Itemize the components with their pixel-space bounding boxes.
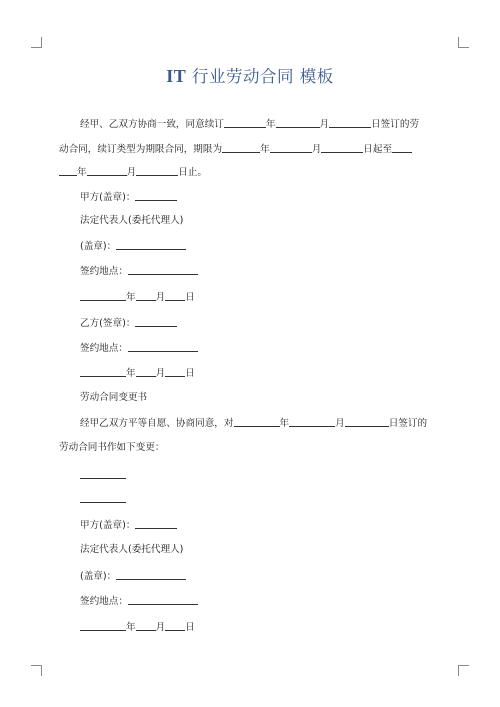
title-main: 行业劳动合同 模板 [192,67,334,86]
blank [329,117,371,128]
change-line-2: 劳动合同书作如下变更： [59,442,165,453]
party-a-date-line: 年 月 日 [80,290,195,305]
blank [80,290,126,301]
change-blank-line [80,468,126,483]
blank [80,492,126,503]
blank [136,366,156,377]
change-agreement-heading: 劳动合同变更书 [80,392,148,403]
crop-mark-top-left [31,37,42,48]
crop-mark-top-right [458,37,469,48]
blank [116,569,186,580]
blank [289,416,335,427]
signing-place-line-2: 签约地点： [80,594,198,609]
blank [135,190,177,201]
blank [135,518,177,529]
blank [128,594,198,605]
blank [80,620,126,631]
blank [165,290,185,301]
party-b-place-line: 签约地点： [80,341,198,356]
blank [165,620,185,631]
legal-representative-label: 法定代表人(委托代理人) [80,215,184,226]
blank [80,366,126,377]
blank [136,620,156,631]
representative-seal-line: (盖章)： [80,239,186,254]
blank [128,341,198,352]
blank [136,290,156,301]
blank [224,117,266,128]
blank [392,142,412,153]
blank [135,316,177,327]
blank [345,416,389,427]
blank [234,416,280,427]
party-a-date-line-2: 年 月 日 [80,620,195,635]
title-prefix: IT [166,66,187,86]
blank [59,165,77,176]
renewal-line-3: 年 月 日止。 [59,165,207,180]
party-b-sign-line: 乙方(签章)： [80,316,177,331]
blank [116,239,186,250]
renewal-line-1: 经甲、乙双方协商一致，同意续订 年 月 日签订的劳 [80,119,420,130]
party-a-seal-line-2: 甲方(盖章)： [80,518,177,533]
party-a-seal-line: 甲方(盖章)： [80,190,177,205]
change-line-1: 经甲乙双方平等自愿、协商同意，对 年 月 日签订的 [80,418,428,429]
document-title [0,63,500,87]
renewal-line-2: 动合同，续订类型为期限合同，期限为 年 月 日起至 [59,142,412,157]
blank [136,165,178,176]
blank [165,366,185,377]
blank [87,165,127,176]
blank [270,142,312,153]
change-blank-line [80,492,126,507]
blank [128,264,198,275]
signing-place-line: 签约地点： [80,264,198,279]
blank [321,142,363,153]
blank [222,142,260,153]
blank [80,468,126,479]
crop-mark-bottom-right [458,665,469,676]
party-b-date-line: 年 月 日 [80,366,195,381]
crop-mark-bottom-left [31,665,42,676]
legal-representative-label-2: 法定代表人(委托代理人) [80,544,184,555]
representative-seal-line-2: (盖章)： [80,569,186,584]
blank [276,117,320,128]
